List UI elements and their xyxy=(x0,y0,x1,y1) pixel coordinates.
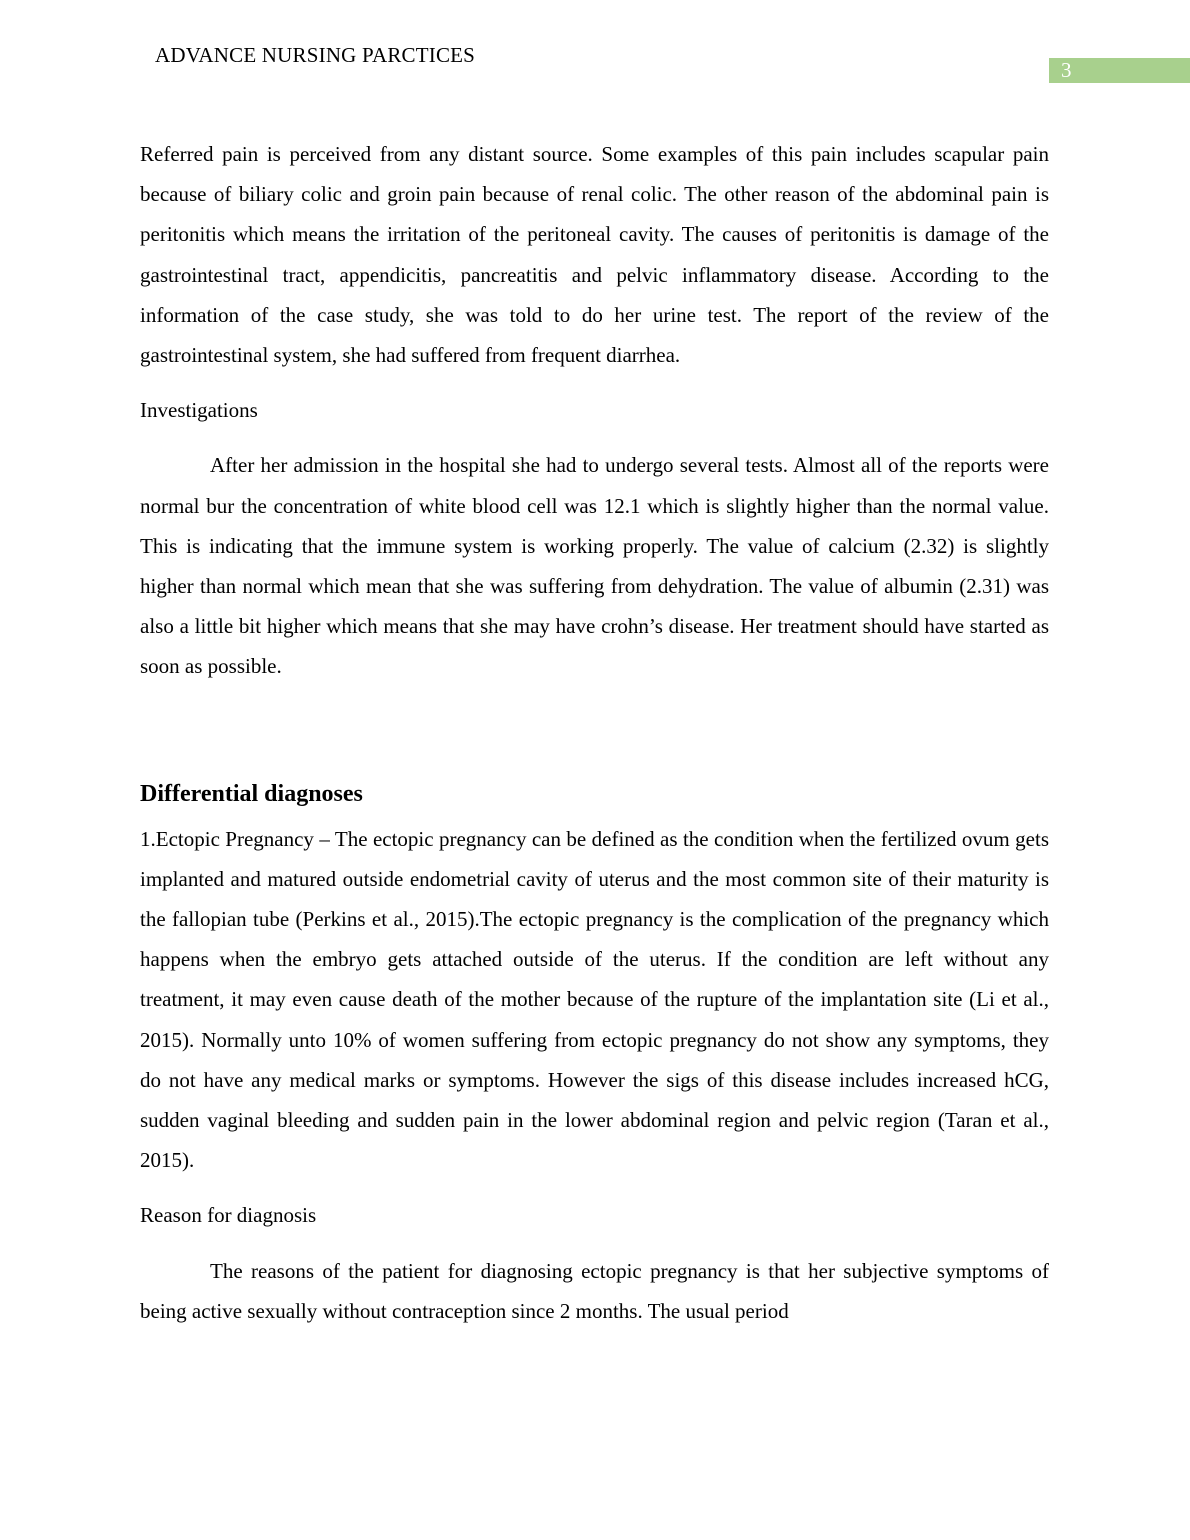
subheading-reason-for-diagnosis: Reason for diagnosis xyxy=(140,1203,317,1228)
section-heading-differential-diagnoses: Differential diagnoses xyxy=(140,780,363,807)
page-number-badge xyxy=(1049,58,1190,83)
paragraph-investigations: After her admission in the hospital she had to undergo several tests. Almost all of the reports were normal bur the concentration of white blood cell was 12.1 which is slightly higher than the normal value. This is indicating that the immune system is working properly. The value of calcium (2.32) is slightly higher than normal which mean that she was suffering from dehydration. The value of albumin (2.31) was also a little bit higher which means that she may have crohn’s disease. Her treatment should have started as soon as possible. xyxy=(140,453,1049,679)
page-number: 3 xyxy=(1061,58,1072,82)
paragraph-referred-pain: Referred pain is perceived from any distant source. Some examples of this pain includes scapular pain because of biliary colic and groin pain because of renal colic. The other reason of the abdominal pain is peritonitis which means the irritation of the peritoneal cavity. The causes of peritonitis is damage of the gastrointestinal tract, appendicitis, pancreatitis and pelvic inflammatory disease. According to the information of the case study, she was told to do her urine test. The report of the review of the gastrointestinal system, she had suffered from frequent diarrhea. xyxy=(140,142,1049,368)
paragraph-reason-for-diagnosis: The reasons of the patient for diagnosing ectopic pregnancy is that her subjective symptoms of being active sexually without contraception since 2 months. The usual period xyxy=(140,1258,1049,1323)
paragraph-ectopic-pregnancy: 1.Ectopic Pregnancy – The ectopic pregnancy can be defined as the condition when the fertilized ovum gets implanted and matured outside endometrial cavity of uterus and the most common site of their maturity is the fallopian tube (Perkins et al., 2015).The ectopic pregnancy is the complication of the pregnancy which happens when the embryo gets attached outside of the uterus. If the condition are left without any treatment, it may even cause death of the mother because of the rupture of the implantation site (Li et al., 2015). Normally unto 10% of women suffering from ectopic pregnancy do not show any symptoms, they do not have any medical marks or symptoms. However the sigs of this disease includes increased hCG, sudden vaginal bleeding and sudden pain in the lower abdominal region and pelvic region (Taran et al., 2015). xyxy=(140,826,1049,1173)
running-header-title: ADVANCE NURSING PARCTICES xyxy=(155,43,476,67)
document-body xyxy=(140,134,1049,1331)
subheading-investigations: Investigations xyxy=(140,398,258,423)
